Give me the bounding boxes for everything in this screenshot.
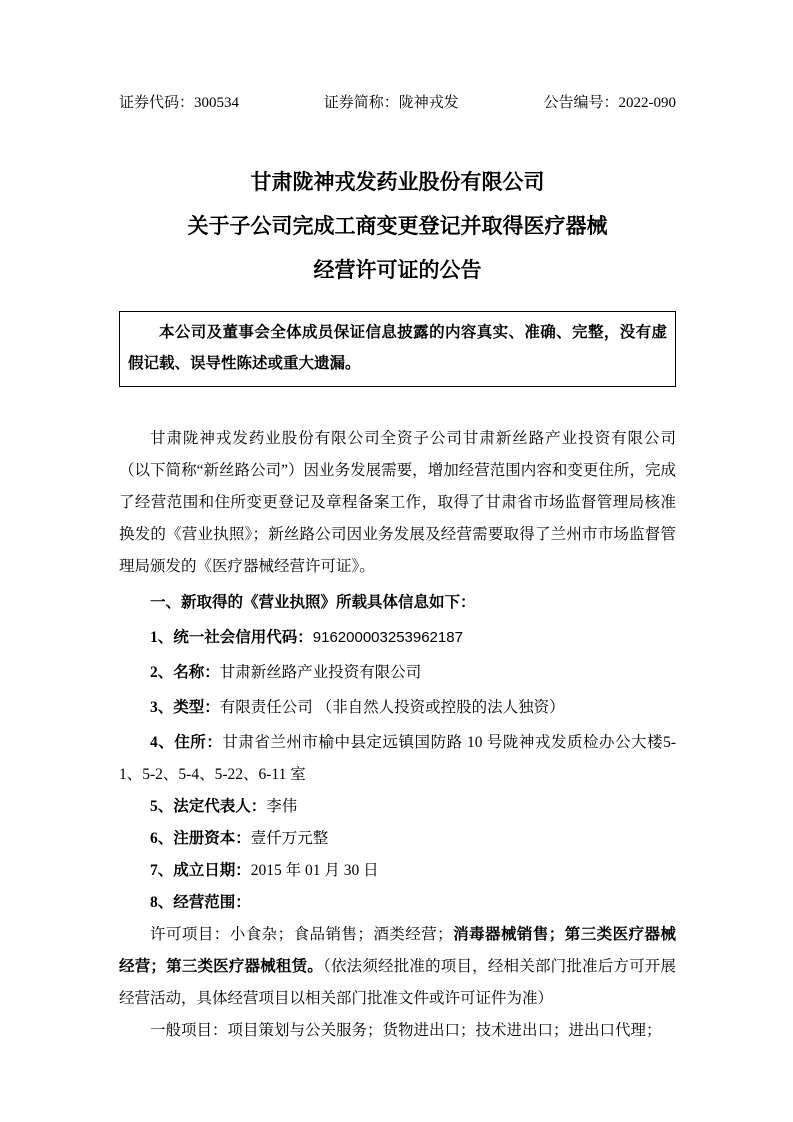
- item-value: 有限责任公司 （非自然人投资或控股的法人独资）: [219, 699, 565, 716]
- title-line-3: 经营许可证的公告: [313, 258, 482, 282]
- scope-licensed-paragraph: [119, 919, 676, 1015]
- intro-paragraph: 甘肃陇神戎发药业股份有限公司全资子公司甘肃新丝路产业投资有限公司（以下简称“新丝路公司”）因业务发展需要，增加经营范围内容和变更住所，完成了经营范围和住所变更登记及章程备案工作，取得了甘肃省市场监督管理局核准换发的《营业执照》；新丝路公司因业务发展及经营需要取得了兰州市市场监督管理局颁发的《医疗器械经营许可证》。: [119, 430, 676, 575]
- stock-short-name: 证券简称：陇神戎发: [323, 95, 459, 111]
- license-item-credit-code: [119, 622, 676, 654]
- item-value: 甘肃新丝路产业投资有限公司: [219, 664, 422, 681]
- scope-licensed-bold: 消毒器械销售；第三类医疗器械经营；第三类医疗器械租赁。: [119, 926, 676, 975]
- item-value: 916200003253962187: [312, 629, 463, 646]
- stock-code: 证券代码：300534: [119, 95, 240, 111]
- license-item-legal-representative: [119, 791, 676, 823]
- disclaimer-text: 本公司及董事会全体成员保证信息披露的内容真实、准确、完整，没有虚假记载、误导性陈述或重大遗漏。: [128, 324, 667, 372]
- announcement-number: 公告编号：2022-090: [543, 95, 676, 111]
- item-label: 5、法定代表人：: [150, 798, 267, 815]
- disclaimer-box: [119, 311, 676, 387]
- license-item-address: [119, 727, 676, 791]
- item-label: 3、类型：: [150, 699, 220, 716]
- title-line-2: 关于子公司完成工商变更登记并取得医疗器械: [187, 214, 608, 238]
- license-item-establish-date: [119, 855, 676, 887]
- item-value: 壹仟万元整: [250, 830, 329, 847]
- item-value: 甘肃省兰州市榆中县定远镇国防路 10 号陇神戎发质检办公大楼5-1、5-2、5-4、5-22、6-11 室: [119, 734, 676, 783]
- item-label: 8、经营范围：: [150, 894, 251, 911]
- document-header: [119, 93, 676, 113]
- license-item-type: [119, 692, 676, 724]
- item-label: 4、住所：: [150, 734, 223, 751]
- item-value: 2015 年 01 月 30 日: [250, 862, 379, 879]
- item-label: 7、成立日期：: [150, 862, 251, 879]
- license-item-registered-capital: [119, 823, 676, 855]
- item-value: 李伟: [266, 798, 298, 815]
- scope-licensed-suffix: （依法须经批准的项目，经相关部门批准后方可开展经营活动，具体经营项目以相关部门批准文件或许可证件为准）: [119, 958, 676, 1007]
- scope-general-paragraph: 一般项目：项目策划与公关服务；货物进出口；技术进出口；进出口代理；: [150, 1022, 662, 1039]
- license-item-name: [119, 657, 676, 689]
- license-item-business-scope: [119, 887, 676, 919]
- title-line-1: 甘肃陇神戎发药业股份有限公司: [250, 170, 545, 194]
- item-label: 2、名称：: [150, 664, 220, 681]
- scope-licensed-prefix: 许可项目：小食杂；食品销售；酒类经营；: [150, 926, 453, 943]
- document-title: [119, 160, 676, 292]
- item-label: 1、统一社会信用代码：: [150, 629, 313, 646]
- section1-heading: 一、新取得的《营业执照》所载具体信息如下：: [150, 594, 476, 611]
- item-label: 6、注册资本：: [150, 830, 251, 847]
